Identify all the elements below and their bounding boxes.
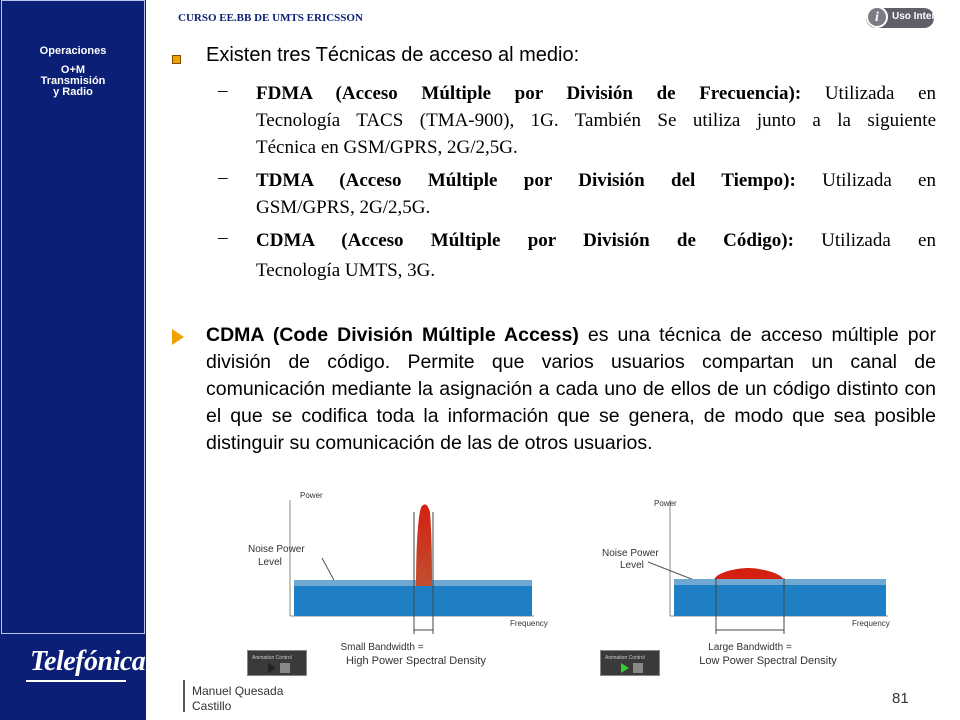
tdma-line-1: [256, 167, 936, 194]
frequency-axis-label: Frequency: [510, 619, 548, 628]
cdma-spectrum-figure: [598, 488, 898, 672]
animation-control[interactable]: [600, 650, 660, 676]
noise-floor-top: [674, 579, 886, 585]
noise-floor: [674, 584, 886, 616]
caption-line-2: High Power Spectral Density: [345, 655, 487, 667]
author-line-1: Manuel Quesada: [192, 684, 284, 698]
section-heading: Existen tres Técnicas de acceso al medio:: [206, 44, 580, 66]
caption-line-2: Low Power Spectral Density: [699, 655, 837, 667]
usage-badge-label: Uso Interno: [892, 11, 948, 22]
noise-level-label-1: Noise Power: [602, 548, 659, 559]
fdma-line-1: [256, 80, 936, 107]
dash-bullet: –: [218, 80, 228, 101]
arrow-bullet-icon: [172, 329, 184, 345]
fdma-used-in: Utilizada en: [801, 83, 936, 104]
noise-pointer: [648, 562, 694, 580]
telefonica-logo: Telefónica: [30, 646, 146, 677]
cdma-term: CDMA (Acceso Múltiple por División de Código):: [256, 230, 794, 251]
cdma-paragraph: [206, 322, 936, 457]
animation-control-label: Animation Control: [605, 655, 645, 661]
frequency-axis-label: Frequency: [852, 619, 890, 628]
play-icon[interactable]: [621, 663, 629, 673]
fdma-term: FDMA (Acceso Múltiple por División de Frecuencia):: [256, 83, 802, 104]
page-number: 81: [892, 690, 909, 707]
cdma-paragraph-term: CDMA (Code División Múltiple Access): [206, 324, 579, 346]
animation-control-graphic: [248, 651, 306, 675]
footer-divider: [183, 680, 185, 712]
author-name: [192, 684, 283, 714]
narrow-signal-peak: [416, 504, 432, 586]
cdma-used-in: Utilizada en: [793, 230, 936, 251]
course-title: CURSO EE.BB DE UMTS ERICSSON: [178, 12, 363, 24]
caption-line-1: Large Bandwidth =: [708, 642, 792, 653]
cdma-line-2: Tecnología UMTS, 3G.: [256, 260, 436, 281]
tdma-term: TDMA (Acceso Múltiple por División del Tiempo):: [256, 170, 796, 191]
dash-bullet: –: [218, 227, 228, 248]
animation-control-label: Animation Control: [252, 655, 292, 661]
animation-control-graphic: [601, 651, 659, 675]
sidebar-item-transmision: Transmisión: [40, 75, 106, 87]
spread-signal: [714, 568, 784, 580]
cdma-paragraph-text: es una técnica de acceso múltiple por división de código. Permite que varios usuarios compartan un canal de comunicación mediante la asignación a cada uno de ellos de un código distinto con el que se codifica toda la información que se genera, de modo que sea posible distinguir su comunicación de las de otros usuarios.: [206, 324, 936, 454]
noise-level-label-2: Level: [258, 557, 282, 568]
cdma-line-1: [256, 227, 936, 254]
sidebar-item-om: O+M: [60, 64, 86, 76]
fdma-line-2: Tecnología TACS (TMA-900), 1G. También Se utiliza junto a la siguiente: [256, 110, 936, 131]
sidebar-item-radio: y Radio: [53, 86, 93, 98]
play-icon[interactable]: [268, 663, 276, 673]
fdma-line-3: Técnica en GSM/GPRS, 2G/2,5G.: [256, 137, 518, 158]
author-line-2: Castillo: [192, 699, 232, 713]
stop-icon[interactable]: [280, 663, 290, 673]
sidebar: [0, 0, 146, 720]
tdma-used-in: Utilizada en: [795, 170, 936, 191]
dash-bullet: –: [218, 167, 228, 188]
power-axis-label: Power: [300, 491, 323, 500]
fdma-spectrum-figure: [244, 488, 548, 672]
noise-level-label-2: Level: [620, 560, 644, 571]
animation-control[interactable]: [247, 650, 307, 676]
sidebar-item-operaciones: Operaciones: [39, 45, 107, 57]
tdma-line-2: GSM/GPRS, 2G/2,5G.: [256, 197, 431, 218]
square-bullet-icon: [172, 55, 181, 64]
stop-icon[interactable]: [633, 663, 643, 673]
noise-level-label-1: Noise Power: [248, 544, 305, 555]
noise-floor: [294, 584, 532, 616]
caption-line-1: Small Bandwidth =: [340, 642, 424, 653]
noise-floor-top: [294, 580, 532, 586]
logo-underline: [26, 680, 126, 682]
info-icon: i: [866, 6, 888, 28]
power-axis-label: Power: [654, 499, 677, 508]
